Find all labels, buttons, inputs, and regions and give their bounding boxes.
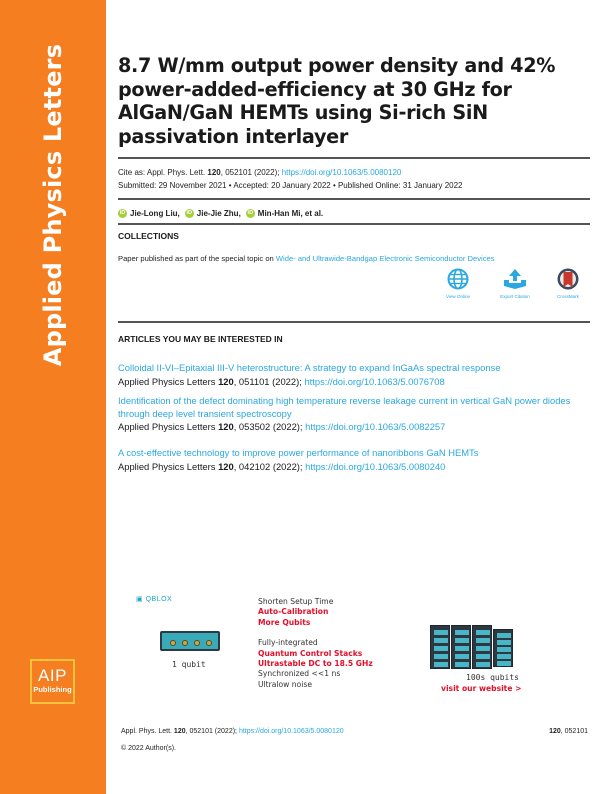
related-article-title[interactable]: Colloidal II-VI–Epitaxial III-V heterostructure: A strategy to expand InGaAs spectral response xyxy=(118,362,501,373)
crossmark-icon xyxy=(557,268,579,290)
ad-line: Shorten Setup Time xyxy=(258,597,334,606)
ad-line: Fully-integrated xyxy=(258,638,318,648)
author-link[interactable]: Jie-Jie Zhu, xyxy=(196,209,241,218)
related-article xyxy=(118,395,588,433)
related-article-doi[interactable]: https://doi.org/10.1063/5.0080240 xyxy=(305,460,446,472)
divider xyxy=(118,157,590,159)
collections-intro: Paper published as part of the special topic on xyxy=(118,254,276,263)
ad-line: Ultrastable DC to 18.5 GHz xyxy=(258,659,373,669)
related-article-title[interactable]: A cost-effective technology to improve power performance of nanoribbons GaN HEMTs xyxy=(118,447,479,458)
crossmark-button[interactable] xyxy=(543,268,593,299)
footer-volume: 120 xyxy=(173,728,186,735)
journal-sidebar xyxy=(0,0,106,794)
caption-100s-qubits: 100s qubits xyxy=(466,673,519,682)
qblox-advertisement[interactable] xyxy=(118,585,588,700)
rack xyxy=(430,625,450,669)
footer-page-volume: 120 xyxy=(549,728,561,735)
collections-text xyxy=(118,254,495,263)
cite-as xyxy=(118,168,401,177)
related-article-title[interactable]: Identification of the defect dominating high temperature reverse leakage current in vertical GaN power diodes through deep level transient spectroscopy xyxy=(118,395,571,419)
export-citation-button[interactable] xyxy=(490,268,540,299)
orcid-icon[interactable]: iD xyxy=(119,210,126,216)
aip-publishing-logo[interactable] xyxy=(30,659,75,704)
volume: 120 xyxy=(218,376,234,387)
globe-icon xyxy=(447,268,469,290)
special-topic-link[interactable]: Wide- and Ultrawide-Bandgap Electronic Semiconductor Devices xyxy=(275,254,495,263)
visit-website-link[interactable]: visit our website > xyxy=(441,684,522,693)
view-online-button[interactable] xyxy=(433,268,483,299)
ref: , 053502 (2022); xyxy=(233,421,306,432)
ref: , 042102 (2022); xyxy=(233,460,306,472)
orcid-icon[interactable]: iD xyxy=(186,210,193,216)
related-article-doi[interactable]: https://doi.org/10.1063/5.0076708 xyxy=(304,376,445,387)
qubit-device-image xyxy=(160,631,220,651)
logo-text-aip: AIP xyxy=(38,666,67,685)
article-title: 8.7 W/mm output power density and 42% power-added-efficiency at 30 GHz for AlGaN/GaN HEMTs using Si-rich SiN passivation interlayer xyxy=(118,54,556,148)
qblox-logo-icon: ▣ xyxy=(136,596,144,603)
export-citation-label: Export Citation xyxy=(500,294,530,299)
device-knob xyxy=(194,640,200,646)
ad-line: Ultralow noise xyxy=(258,679,312,689)
ad-line: Quantum Control Stacks xyxy=(258,648,363,658)
rack xyxy=(493,629,513,667)
ad-line: More Qubits xyxy=(258,617,311,627)
journal: Applied Physics Letters xyxy=(118,376,219,387)
volume: 120 xyxy=(218,421,234,432)
device-knob xyxy=(170,640,176,646)
ad-line: Auto-Calibration xyxy=(258,607,329,617)
footer-cite-rest: , 052101 (2022); xyxy=(185,728,239,735)
author-list xyxy=(118,209,328,218)
device-knob xyxy=(182,640,188,646)
footer-doi-link[interactable]: https://doi.org/10.1063/5.0080120 xyxy=(238,728,344,735)
copyright: © 2022 Author(s). xyxy=(121,745,176,752)
cite-rest: , 052101 (2022); xyxy=(220,168,282,177)
author-link[interactable]: Min-Han Mi, et al. xyxy=(257,209,324,218)
logo-text-publishing: Publishing xyxy=(33,685,72,694)
footer-citation xyxy=(121,728,344,735)
crossmark-label: CrossMark xyxy=(557,294,579,299)
ad-line: Synchronized <<1 ns xyxy=(258,669,341,679)
collections-heading: COLLECTIONS xyxy=(118,231,179,241)
rack xyxy=(451,625,471,669)
related-articles-heading: ARTICLES YOU MAY BE INTERESTED IN xyxy=(118,334,283,344)
related-article-doi[interactable]: https://doi.org/10.1063/5.0082257 xyxy=(305,421,446,432)
ref: , 051101 (2022); xyxy=(233,376,305,387)
cite-label: Cite as: Appl. Phys. Lett. xyxy=(118,168,208,177)
qblox-logo xyxy=(136,595,172,603)
article-doi-link[interactable]: https://doi.org/10.1063/5.0080120 xyxy=(281,168,402,177)
ad-feature-list xyxy=(258,597,373,690)
divider xyxy=(118,198,590,200)
qblox-brand: QBLOX xyxy=(145,596,173,603)
footer-cite-prefix: Appl. Phys. Lett. xyxy=(121,728,174,735)
view-online-label: View Online xyxy=(446,294,470,299)
journal-name: Applied Physics Letters xyxy=(39,43,67,367)
divider xyxy=(118,223,590,225)
divider xyxy=(118,321,590,323)
footer-page-rest: , 052101 xyxy=(560,728,588,735)
related-article-ref xyxy=(118,460,588,473)
journal: Applied Physics Letters xyxy=(118,460,219,472)
caption-1-qubit: 1 qubit xyxy=(172,660,206,669)
related-article-ref xyxy=(118,420,588,433)
rack xyxy=(472,625,492,669)
server-racks-image xyxy=(430,625,514,671)
publication-dates: Submitted: 29 November 2021 • Accepted: 20 January 2022 • Published Online: 31 January 2022 xyxy=(118,181,463,190)
journal: Applied Physics Letters xyxy=(118,421,219,432)
device-knob xyxy=(206,640,212,646)
author-link[interactable]: Jie-Long Liu, xyxy=(130,209,180,218)
export-icon xyxy=(503,268,527,290)
spacer xyxy=(258,628,373,638)
footer-page-id xyxy=(549,728,588,735)
orcid-icon[interactable]: iD xyxy=(247,210,254,216)
cite-volume: 120 xyxy=(207,168,221,177)
related-article xyxy=(118,447,588,473)
related-article-ref xyxy=(118,375,588,388)
volume: 120 xyxy=(218,460,234,472)
related-article xyxy=(118,356,588,388)
